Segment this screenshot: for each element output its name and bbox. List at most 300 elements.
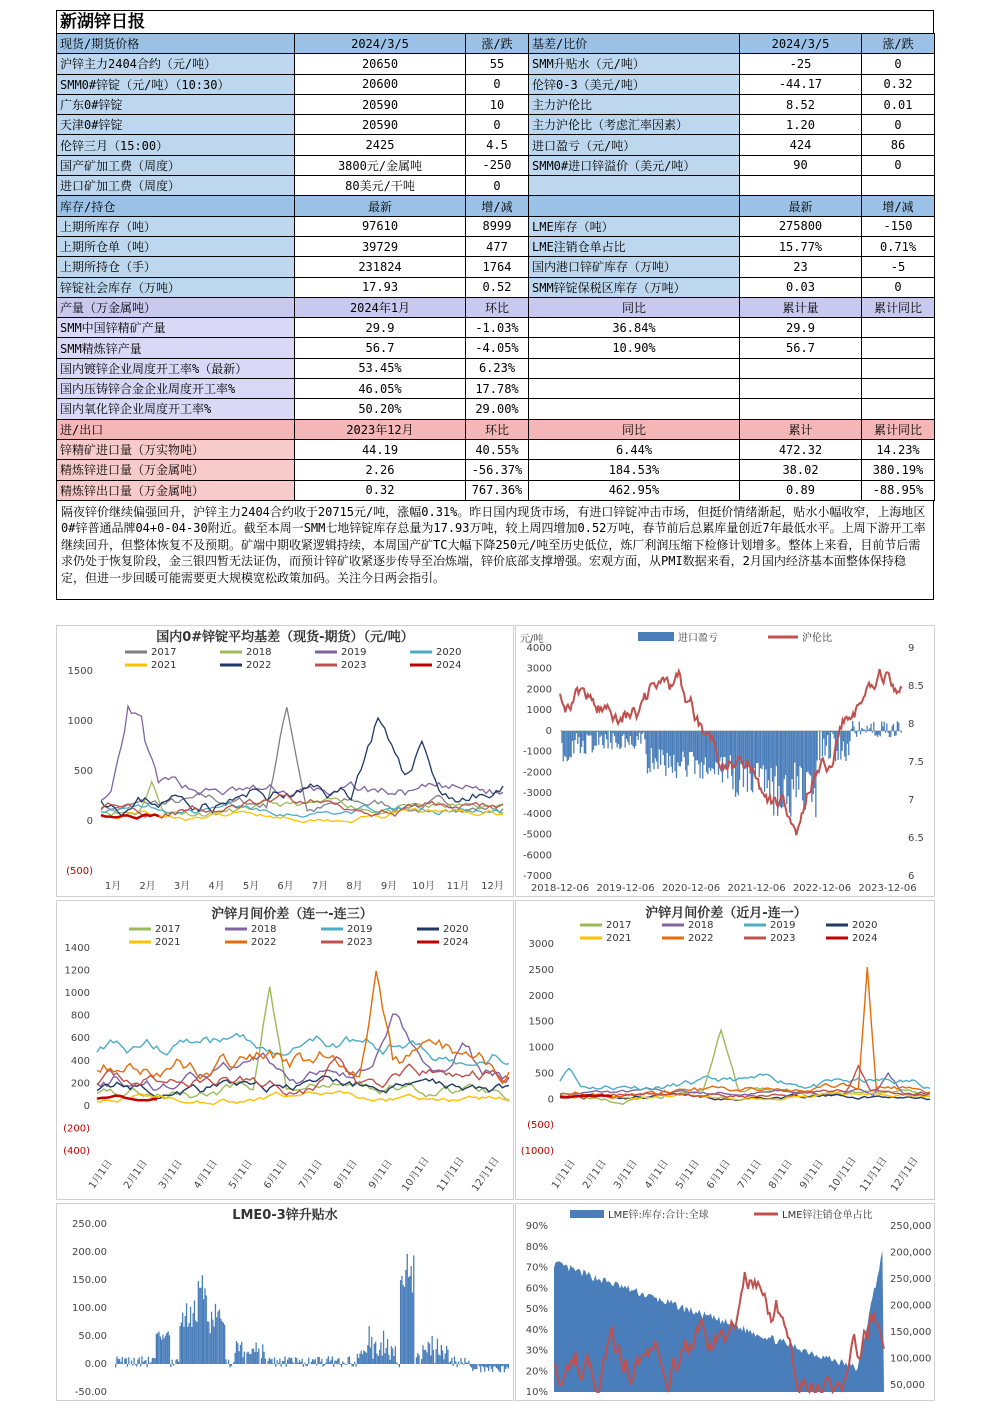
y-axis-label: 元/吨 xyxy=(520,634,544,645)
spread-bar xyxy=(235,1353,236,1364)
spread-bar xyxy=(508,1364,509,1369)
spread-bar xyxy=(175,1360,176,1364)
profit-bar xyxy=(571,731,572,758)
profit-bar xyxy=(600,731,601,737)
value-cell: 477 xyxy=(466,236,529,256)
spread-bar xyxy=(162,1335,163,1364)
profit-bar xyxy=(577,731,578,744)
spread-bar xyxy=(338,1358,339,1364)
spread-bar xyxy=(449,1363,450,1365)
profit-bar xyxy=(724,731,725,757)
profit-bar xyxy=(868,730,869,731)
spread-bar xyxy=(489,1364,490,1366)
profit-bar xyxy=(739,731,740,780)
spread-bar xyxy=(253,1349,254,1364)
profit-bar xyxy=(901,731,902,733)
spread-bar xyxy=(501,1364,502,1366)
profit-bar xyxy=(598,731,599,745)
stock-area xyxy=(554,1251,884,1392)
spread-bar xyxy=(483,1364,484,1367)
profit-bar xyxy=(619,731,620,749)
profit-bar xyxy=(589,731,590,736)
spread-bar xyxy=(290,1358,291,1364)
spread-bar xyxy=(237,1343,238,1364)
profit-bar xyxy=(614,731,615,736)
x-tick-label: 6月 xyxy=(277,881,294,892)
profit-bar xyxy=(822,731,823,756)
spread-bar xyxy=(366,1353,367,1364)
profit-bar xyxy=(671,731,672,767)
spread-bar xyxy=(476,1364,477,1369)
x-tick-label: 11月 xyxy=(446,881,470,892)
profit-bar xyxy=(874,731,875,736)
spread-bar xyxy=(488,1364,489,1371)
header-cell: 增/减 xyxy=(466,196,529,216)
y-tick-label: 80% xyxy=(525,1241,548,1253)
profit-bar xyxy=(755,731,756,775)
chart-lme-stock xyxy=(515,1203,935,1401)
spread-bar xyxy=(484,1364,485,1372)
table-row xyxy=(57,236,935,256)
y-tick-label: 1400 xyxy=(64,943,90,954)
profit-bar xyxy=(768,731,769,780)
spread-bar xyxy=(442,1350,443,1364)
profit-bar xyxy=(682,731,683,752)
value-cell xyxy=(862,176,935,196)
header-cell: 2024年1月 xyxy=(295,297,466,317)
legend-label: 2019 xyxy=(341,647,367,658)
value-cell: 90 xyxy=(740,155,862,175)
profit-bar xyxy=(772,731,773,782)
header-cell: 2024/3/5 xyxy=(295,34,466,54)
spread-bar xyxy=(471,1364,472,1368)
report-title: 新湖锌日报 xyxy=(56,10,934,33)
spread-bar xyxy=(179,1326,180,1364)
profit-bar xyxy=(823,731,824,739)
spread-bar xyxy=(458,1362,459,1364)
value-cell: 46.05% xyxy=(295,379,466,399)
spread-bar xyxy=(334,1361,335,1365)
legend-label: 2023 xyxy=(770,933,796,944)
profit-bar xyxy=(723,731,724,757)
value-cell: 8.52 xyxy=(740,94,862,114)
spread-bar xyxy=(124,1359,125,1364)
value-cell: 39729 xyxy=(295,236,466,256)
spread-bar xyxy=(417,1353,418,1364)
table-row xyxy=(57,94,935,114)
profit-bar xyxy=(664,731,665,766)
spread-bar xyxy=(278,1363,279,1364)
profit-bar xyxy=(769,731,770,797)
profit-bar xyxy=(830,731,831,758)
spread-bar xyxy=(249,1354,250,1364)
spread-bar xyxy=(185,1316,186,1364)
spread-bar xyxy=(379,1350,380,1364)
value-cell: 15.77% xyxy=(740,236,862,256)
spread-bar xyxy=(186,1303,187,1364)
spread-bar xyxy=(497,1364,498,1370)
spread-bar xyxy=(462,1363,463,1365)
spread-bar xyxy=(257,1352,258,1364)
y-tick-label: -50.00 xyxy=(74,1387,107,1398)
y-tick-label: 0 xyxy=(86,816,93,827)
profit-bar xyxy=(784,731,785,779)
spread-bar xyxy=(475,1364,476,1369)
profit-bar xyxy=(856,731,857,737)
spread-bar xyxy=(131,1360,132,1364)
spread-bar xyxy=(291,1358,292,1364)
profit-bar xyxy=(798,731,799,790)
value-cell: 0 xyxy=(862,277,935,297)
spread-bar xyxy=(211,1312,212,1364)
profit-bar xyxy=(653,731,654,770)
spread-bar xyxy=(236,1341,237,1364)
row-label: 伦锌三月（15:00） xyxy=(57,135,295,155)
spread-bar xyxy=(500,1364,501,1372)
profit-bar xyxy=(613,731,614,733)
value-cell xyxy=(529,379,740,399)
value-cell: 56.7 xyxy=(295,338,466,358)
profit-bar xyxy=(797,731,798,776)
value-cell: 4.5 xyxy=(466,135,529,155)
profit-bar xyxy=(877,731,878,737)
chart-import-profit-svg xyxy=(516,626,934,896)
profit-bar xyxy=(610,731,611,743)
spread-bar xyxy=(149,1363,150,1364)
spread-bar xyxy=(430,1356,431,1365)
profit-bar xyxy=(575,731,576,740)
spread-bar xyxy=(305,1364,306,1366)
profit-bar xyxy=(806,731,807,772)
spread-bar xyxy=(141,1356,142,1364)
spread-bar xyxy=(319,1357,320,1364)
value-cell: 6.23% xyxy=(466,358,529,378)
profit-bar xyxy=(757,731,758,763)
y-tick-label: 3000 xyxy=(528,939,554,950)
spread-bar xyxy=(256,1343,257,1364)
spread-bar xyxy=(200,1288,201,1364)
spread-bar xyxy=(457,1364,458,1367)
profit-bar xyxy=(668,731,669,768)
spread-bar xyxy=(298,1363,299,1364)
spread-bar xyxy=(504,1364,505,1372)
value-cell: 767.36% xyxy=(466,480,529,500)
spread-bar xyxy=(333,1364,334,1367)
spread-bar xyxy=(328,1356,329,1364)
value-cell: 10.90% xyxy=(529,338,740,358)
table-row xyxy=(57,379,935,399)
header-cell: 最新 xyxy=(740,196,862,216)
x-tick-label: 2019-12-06 xyxy=(596,883,655,894)
spread-bar xyxy=(228,1360,229,1364)
profit-bar xyxy=(848,731,849,755)
value-cell xyxy=(862,358,935,378)
profit-bar xyxy=(743,731,744,787)
y-tick-label: -4000 xyxy=(522,808,552,820)
spread-bar xyxy=(152,1358,153,1364)
profit-bar xyxy=(593,731,594,750)
profit-bar xyxy=(852,721,853,731)
profit-bar xyxy=(885,731,886,733)
profit-bar xyxy=(588,731,589,736)
x-tick-label: 9月1日 xyxy=(367,1158,395,1192)
header-cell: 增/减 xyxy=(862,196,935,216)
profit-bar xyxy=(576,731,577,733)
value-cell: 29.9 xyxy=(740,318,862,338)
spread-bar xyxy=(357,1354,358,1364)
spread-bar xyxy=(279,1359,280,1364)
value-cell: 1.20 xyxy=(740,115,862,135)
legend-label: 2024 xyxy=(443,937,469,948)
profit-bar xyxy=(734,731,735,768)
row-label: SMM锌锭保税区库存（万吨） xyxy=(529,277,740,297)
spread-bar xyxy=(340,1364,341,1365)
y-tick-label: 2000 xyxy=(528,990,554,1002)
profit-bar xyxy=(623,731,624,734)
value-cell: 0.32 xyxy=(862,74,935,94)
spread-bar xyxy=(348,1357,349,1364)
spread-bar xyxy=(288,1357,289,1364)
spread-bar xyxy=(284,1356,285,1364)
profit-bar xyxy=(626,731,627,739)
chart-title: 沪锌月间价差（连一-连三） xyxy=(211,907,373,922)
spread-bar xyxy=(181,1323,182,1365)
spread-bar xyxy=(187,1327,188,1364)
profit-bar xyxy=(693,731,694,757)
spread-bar xyxy=(156,1334,157,1364)
profit-bar xyxy=(890,731,891,737)
spread-bar xyxy=(248,1352,249,1364)
spread-bar xyxy=(267,1361,268,1364)
table-row xyxy=(57,257,935,277)
spread-bar xyxy=(411,1266,412,1364)
y-tick-label: 0.00 xyxy=(84,1359,107,1370)
value-cell xyxy=(529,358,740,378)
y2-tick-label: 250,000 xyxy=(890,1274,932,1285)
spread-bar xyxy=(384,1353,385,1364)
profit-bar xyxy=(590,731,591,736)
profit-bar xyxy=(803,731,804,807)
spread-bar xyxy=(466,1362,467,1364)
profit-bar xyxy=(661,731,662,750)
profit-bar xyxy=(794,731,795,763)
profit-bar xyxy=(580,731,581,753)
profit-bar xyxy=(667,731,668,753)
spread-bar xyxy=(263,1352,264,1364)
profit-bar xyxy=(897,721,898,731)
x-tick-label: 8月1日 xyxy=(332,1158,360,1192)
value-cell: 184.53% xyxy=(529,460,740,480)
profit-bar xyxy=(886,723,887,731)
x-tick-label: 3月1日 xyxy=(612,1158,640,1192)
profit-bar xyxy=(594,731,595,745)
value-cell: 97610 xyxy=(295,216,466,236)
spread-bar xyxy=(212,1320,213,1364)
spread-bar xyxy=(116,1357,117,1365)
spread-bar xyxy=(223,1323,224,1364)
chart-title: 国内0#锌锭平均基差（现货-期货）（元/吨） xyxy=(156,630,414,645)
value-cell: -4.05% xyxy=(466,338,529,358)
profit-bar xyxy=(792,731,793,779)
value-cell: 40.55% xyxy=(466,439,529,459)
profit-bar xyxy=(636,731,637,736)
profit-bar xyxy=(847,731,848,744)
y-tick-label: 250.00 xyxy=(72,1219,107,1230)
spread-bar xyxy=(140,1364,141,1366)
header-cell xyxy=(529,196,740,216)
table-row xyxy=(57,54,935,74)
x-tick-label: 5月 xyxy=(242,881,260,892)
profit-bar xyxy=(826,731,827,746)
table-row xyxy=(57,216,935,236)
spread-bar xyxy=(481,1364,482,1366)
y-tick-label: 0 xyxy=(83,1100,90,1112)
x-tick-label: 3月 xyxy=(173,881,191,892)
profit-bar xyxy=(698,731,699,765)
spread-bar xyxy=(165,1336,166,1365)
spread-bar xyxy=(341,1364,342,1367)
spread-bar xyxy=(370,1347,371,1364)
spread-bar xyxy=(404,1287,405,1364)
header-cell: 现货/期货价格 xyxy=(57,34,295,54)
spread-bar xyxy=(304,1363,305,1364)
profit-bar xyxy=(861,728,862,731)
profit-bar xyxy=(872,731,873,733)
profit-bar xyxy=(702,731,703,779)
value-cell: 275800 xyxy=(740,216,862,236)
profit-bar xyxy=(665,731,666,776)
spread-bar xyxy=(219,1310,220,1364)
value-cell xyxy=(740,399,862,419)
profit-bar xyxy=(738,731,739,796)
profit-bar xyxy=(851,729,852,731)
x-tick-label: 2022-12-06 xyxy=(792,883,852,894)
report xyxy=(56,10,934,600)
spread-bar xyxy=(312,1359,313,1364)
spread-bar xyxy=(183,1327,184,1364)
spread-bar xyxy=(177,1359,178,1364)
y-tick-label: 500 xyxy=(73,766,93,777)
spread-bar xyxy=(337,1359,338,1364)
spread-bar xyxy=(429,1343,430,1364)
spread-bar xyxy=(158,1332,159,1364)
profit-bar xyxy=(888,731,889,733)
header-cell: 累计 xyxy=(740,419,862,439)
spread-bar xyxy=(126,1358,127,1364)
spread-bar xyxy=(190,1307,191,1364)
value-cell: 17.93 xyxy=(295,277,466,297)
profit-bar xyxy=(853,726,854,731)
spread-bar xyxy=(191,1327,192,1364)
chart-title: 沪锌月间价差（近月-连一） xyxy=(645,906,807,921)
x-tick-label: 2月 xyxy=(139,881,156,892)
spread-bar xyxy=(387,1339,388,1364)
row-label: LME注销仓单占比 xyxy=(529,236,740,256)
profit-bar xyxy=(603,731,604,749)
spread-bar xyxy=(133,1358,134,1364)
profit-bar xyxy=(842,731,843,751)
y-tick-label: 100.00 xyxy=(72,1303,107,1314)
spread-bar xyxy=(485,1364,486,1367)
legend-label: 2020 xyxy=(852,920,878,931)
legend-label: 2019 xyxy=(770,920,796,931)
profit-bar xyxy=(892,726,893,731)
spread-bar xyxy=(300,1362,301,1364)
value-cell: 44.19 xyxy=(295,439,466,459)
spread-bar xyxy=(135,1364,136,1365)
profit-bar xyxy=(719,731,720,761)
spread-bar xyxy=(147,1364,148,1367)
profit-bar xyxy=(759,731,760,777)
x-tick-label: 2月1日 xyxy=(581,1158,609,1192)
spread-bar xyxy=(313,1360,314,1364)
spread-bar xyxy=(369,1326,370,1364)
row-label: 锌精矿进口量（万实物吨） xyxy=(57,439,295,459)
spread-bar xyxy=(491,1364,492,1369)
x-tick-label: 4月1日 xyxy=(192,1158,220,1192)
spread-bar xyxy=(326,1359,327,1365)
profit-bar xyxy=(627,731,628,742)
profit-bar xyxy=(581,731,582,747)
profit-bar xyxy=(699,731,700,778)
x-tick-label: 10月1日 xyxy=(400,1155,432,1194)
series-2017 xyxy=(101,707,503,812)
x-tick-label: 2018-12-06 xyxy=(530,883,590,894)
profit-bar xyxy=(760,731,761,768)
legend-label: 2020 xyxy=(443,924,469,935)
spread-bar xyxy=(204,1288,205,1364)
profit-bar xyxy=(882,726,883,731)
profit-bar xyxy=(669,731,670,756)
profit-bar xyxy=(657,731,658,769)
y-tick-label: 4000 xyxy=(526,643,552,654)
profit-bar xyxy=(673,731,674,755)
spread-bar xyxy=(262,1344,263,1364)
spread-bar xyxy=(145,1360,146,1364)
value-cell: 29.9 xyxy=(295,318,466,338)
value-cell xyxy=(862,379,935,399)
profit-bar xyxy=(572,731,573,741)
value-cell: -56.37% xyxy=(466,460,529,480)
y-tick-label: 70% xyxy=(525,1262,548,1274)
profit-bar xyxy=(646,731,647,754)
y-tick-label: 2500 xyxy=(528,964,554,976)
spread-bar xyxy=(225,1359,226,1364)
y-tick-label: 400 xyxy=(70,1055,90,1067)
profit-bar xyxy=(730,731,731,755)
market-commentary: 隔夜锌价继续偏强回升，沪锌主力2404合约收于20715元/吨，涨幅0.31%。昨日国内现货市场，有进口锌锭冲击市场，但挺价情绪渐起，贴水小幅收窄，上海地区0#锌普通品牌04+0-04-30附近。截至本周一SMM七地锌锭库存总量为17.93万吨，较上周四增加0.52万吨，春节前后总累库量创近7年最低水平。上周下游开工率继续回升，但整体恢复不及预期。矿端中期收紧逻辑持续，本周国产矿TC大幅下降250元/吨至历史低位，炼厂利润压缩下检修计划增多。整体上来看，目前节后需求仍处于恢复阶段，金三银四暂无法证伪，而预计锌矿收紧逐步传导至冶炼端，锌价底部支撑增强。宏观方面，从PMI数据来看，2月国内经济基本面整体保持稳定，但进一步回暖可能需要更大规模宽松政策加码。关注今日两会指引。 xyxy=(56,501,934,600)
y-tick-label: 500 xyxy=(534,1068,554,1080)
spread-bar xyxy=(372,1359,373,1364)
y2-tick-label: 6 xyxy=(908,871,915,882)
profit-bar xyxy=(789,731,790,813)
row-label: SMM升贴水（元/吨） xyxy=(529,54,740,74)
spread-bar xyxy=(332,1356,333,1364)
spread-bar xyxy=(413,1255,414,1364)
spread-bar xyxy=(380,1342,381,1364)
spread-bar xyxy=(355,1364,356,1367)
profit-bar xyxy=(786,731,787,804)
spread-bar xyxy=(395,1346,396,1364)
spread-bar xyxy=(472,1364,473,1371)
profit-bar xyxy=(639,731,640,733)
spread-bar xyxy=(453,1364,454,1366)
x-tick-label: 7月1日 xyxy=(297,1158,325,1192)
legend-label: LME锌注销仓单占比 xyxy=(782,1210,873,1221)
value-cell xyxy=(862,318,935,338)
value-cell: 20650 xyxy=(295,54,466,74)
chart-lme-stock-svg xyxy=(516,1204,934,1400)
